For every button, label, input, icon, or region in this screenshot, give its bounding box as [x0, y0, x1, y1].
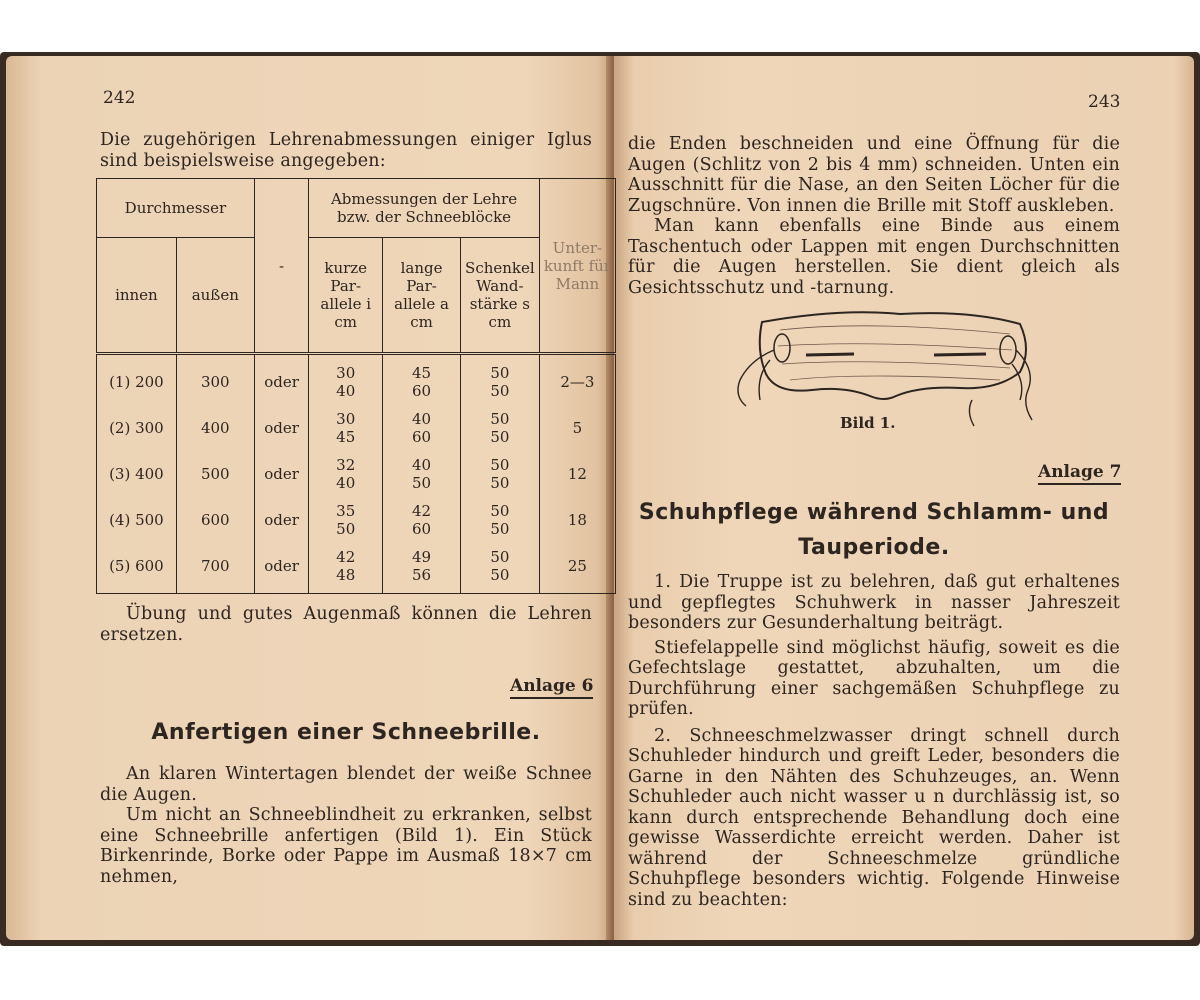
dimension-table [96, 178, 616, 594]
right-paragraph-5: 2. Schneeschmelzwasser dringt schnell durch Schuhleder hindurch und greift Leder, besonders die Garne in den Nähten des Schuhzeuges, an. Wenn Schuhleder auch nicht wasser u n durchlässig ist, so kann durch entsprechende Behandlung doch eine gewisse Wasserdichte erreicht werden. Daher ist während der Schneeschmelze gründliche Schuhpflege besonders wichtig. Folgende Hinweise sind zu beachten: [628, 725, 1120, 910]
col-lange: lange Par- allele a cm [383, 238, 461, 354]
cell-aussen: 300 [176, 354, 254, 406]
figure-caption: Bild 1. [840, 414, 896, 432]
col-kurze: kurze Par- allele i cm [309, 238, 383, 354]
heading-schneebrille: Anfertigen einer Schneebrille. [151, 720, 541, 745]
left-paragraph-2: Um nicht an Schneeblindheit zu erkranken, selbst eine Schneebrille anfertigen (Bild 1). Ein Stück Birkenrinde, Borke oder Pappe im Ausmaß 18×7 cm nehmen, [100, 805, 592, 887]
right-top-text [628, 134, 1120, 298]
cell-mann: 18 [539, 497, 615, 543]
heading-schuhpflege [628, 500, 1120, 560]
page-number-left: 242 [103, 88, 136, 108]
cell-aussen: 500 [176, 451, 254, 497]
right-paragraph-2: Man kann ebenfalls eine Binde aus einem Taschentuch oder Lappen mit engen Durchschnitten für die Augen herstellen. Sie dient gleich als Gesichtsschutz und -tarnung. [628, 216, 1120, 298]
cell-oder: oder [254, 543, 308, 594]
col-unterkunft: Unter- kunft für Mann [539, 179, 615, 354]
cell-oder: oder [254, 497, 308, 543]
cell-lang: 49 56 [383, 543, 461, 594]
cell-innen: (3) 400 [97, 451, 177, 497]
table-body [97, 354, 616, 594]
anlage-7-label: Anlage 7 [1038, 462, 1121, 485]
cell-schenkel: 50 50 [460, 543, 539, 594]
after-table-text: Übung und gutes Augenmaß können die Lehren ersetzen. [100, 604, 592, 645]
col-aussen: außen [176, 238, 254, 354]
cell-mann: 5 [539, 405, 615, 451]
cell-lang: 42 60 [383, 497, 461, 543]
cell-innen: (5) 600 [97, 543, 177, 594]
cell-lang: 40 60 [383, 405, 461, 451]
left-paragraph-1: An klaren Wintertagen blendet der weiße Schnee die Augen. [100, 764, 592, 805]
cell-innen: (1) 200 [97, 354, 177, 406]
table-row [97, 354, 616, 406]
col-schenkel: Schenkel Wand- stärke s cm [460, 238, 539, 354]
cell-aussen: 700 [176, 543, 254, 594]
cell-oder: oder [254, 354, 308, 406]
right-paragraph-4: Stiefelappelle sind möglichst häufig, soweit es die Gefechtslage gestattet, abzuhalten, um die Durchführung einer sachgemäßen Schuhpflege zu prüfen. [628, 637, 1120, 719]
table-row [97, 405, 616, 451]
cell-aussen: 600 [176, 497, 254, 543]
col-blank: - [254, 179, 308, 354]
cell-kurz: 32 40 [309, 451, 383, 497]
left-body-text [100, 764, 592, 887]
table-row [97, 451, 616, 497]
right-paragraph-3: 1. Die Truppe ist zu belehren, daß gut erhaltenes und gepflegtes Schuhwerk in nasser Jahreszeit besonders zur Gesunderhaltung beiträgt. [628, 572, 1120, 633]
cell-schenkel: 50 50 [460, 497, 539, 543]
table-row [97, 543, 616, 594]
cell-kurz: 30 45 [309, 405, 383, 451]
col-durchmesser: Durchmesser [97, 179, 255, 238]
cell-mann: 12 [539, 451, 615, 497]
cell-kurz: 30 40 [309, 354, 383, 406]
heading-line-2: Tauperiode. [798, 535, 950, 560]
table-clip [96, 178, 611, 590]
anlage-6-label: Anlage 6 [510, 676, 593, 699]
col-innen: innen [97, 238, 177, 354]
cell-innen: (4) 500 [97, 497, 177, 543]
right-body-text [628, 572, 1120, 910]
cell-schenkel: 50 50 [460, 405, 539, 451]
col-abmessungen: Abmessungen der Lehre bzw. der Schneeblöcke [309, 179, 540, 238]
cell-innen: (2) 300 [97, 405, 177, 451]
cell-mann: 25 [539, 543, 615, 594]
table-intro: Die zugehörigen Lehrenabmessungen einiger Iglus sind beispielsweise angegeben: [100, 130, 592, 171]
cell-aussen: 400 [176, 405, 254, 451]
page-number-right: 243 [1088, 92, 1121, 112]
cell-schenkel: 50 50 [460, 354, 539, 406]
cell-oder: oder [254, 405, 308, 451]
cell-schenkel: 50 50 [460, 451, 539, 497]
cell-lang: 45 60 [383, 354, 461, 406]
cell-kurz: 35 50 [309, 497, 383, 543]
cell-oder: oder [254, 451, 308, 497]
cell-lang: 40 50 [383, 451, 461, 497]
heading-line-1: Schuhpflege während Schlamm- und [638, 500, 1110, 525]
cell-mann: 2—3 [539, 354, 615, 406]
cell-kurz: 42 48 [309, 543, 383, 594]
right-paragraph-1: die Enden beschneiden und eine Öffnung für die Augen (Schlitz von 2 bis 4 mm) schneiden. Unten ein Ausschnitt für die Nase, an den Seiten Löcher für die Zugschnüre. Von innen die Brille mit Stoff auskleben. [628, 134, 1120, 216]
table-row [97, 497, 616, 543]
